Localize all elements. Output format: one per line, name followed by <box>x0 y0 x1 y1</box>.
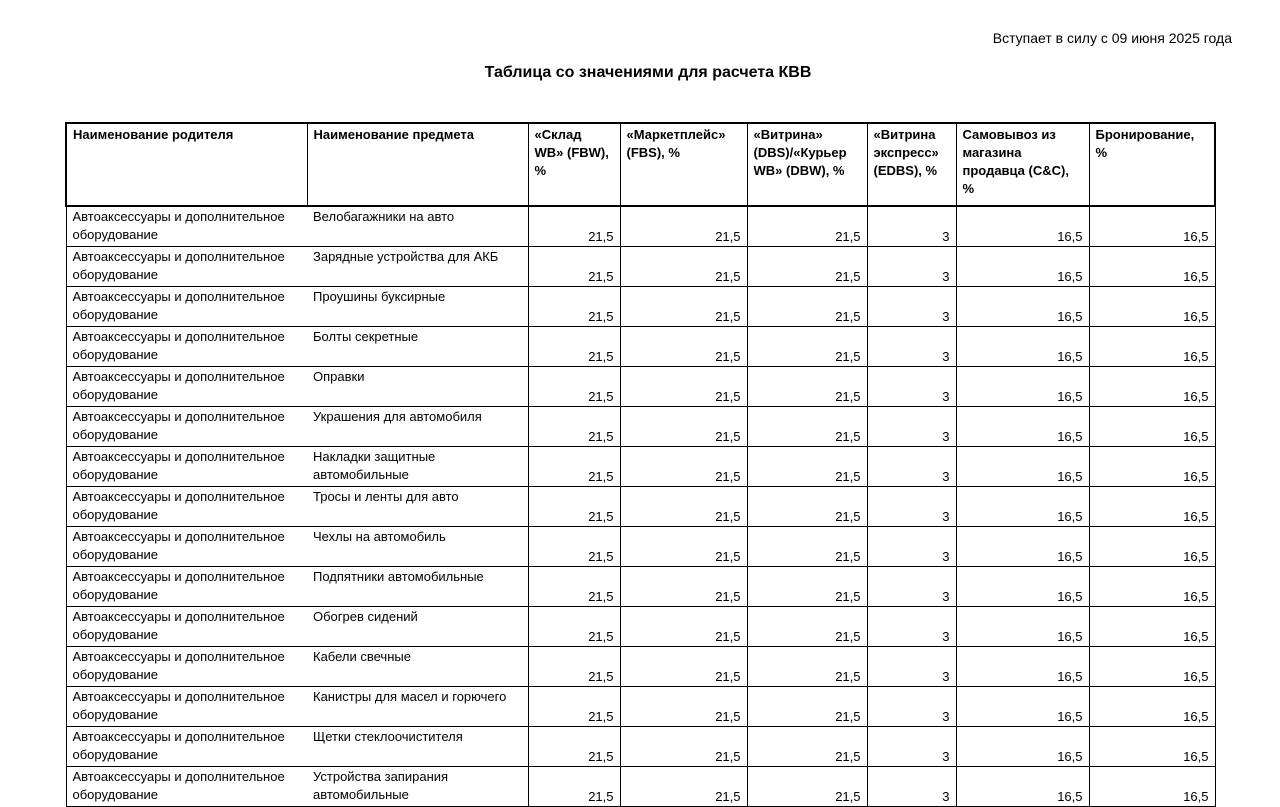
cc-cell: 16,5 <box>956 487 1089 527</box>
fbs-cell: 21,5 <box>620 487 747 527</box>
dbs-cell: 21,5 <box>747 487 867 527</box>
fbs-cell: 21,5 <box>620 727 747 767</box>
column-header-dbs: «Витрина» (DBS)/«Курьер WB» (DBW), % <box>747 123 867 206</box>
table-row <box>66 567 1215 607</box>
parent-cell: Автоаксессуары и дополнительное оборудование <box>66 487 307 527</box>
fbw-cell: 21,5 <box>528 327 620 367</box>
table-body <box>66 206 1215 807</box>
column-header-booking: Бронирование, % <box>1089 123 1215 206</box>
edbs-cell: 3 <box>867 767 956 807</box>
item-cell: Тросы и ленты для авто <box>307 487 528 527</box>
fbw-cell: 21,5 <box>528 367 620 407</box>
item-cell: Болты секретные <box>307 327 528 367</box>
cc-cell: 16,5 <box>956 407 1089 447</box>
table-row <box>66 647 1215 687</box>
dbs-cell: 21,5 <box>747 327 867 367</box>
parent-cell: Автоаксессуары и дополнительное оборудование <box>66 727 307 767</box>
parent-cell: Автоаксессуары и дополнительное оборудование <box>66 327 307 367</box>
fbw-cell: 21,5 <box>528 647 620 687</box>
table-row <box>66 767 1215 807</box>
dbs-cell: 21,5 <box>747 727 867 767</box>
fbs-cell: 21,5 <box>620 687 747 727</box>
fbs-cell: 21,5 <box>620 767 747 807</box>
table-row <box>66 487 1215 527</box>
item-cell: Оправки <box>307 367 528 407</box>
cc-cell: 16,5 <box>956 367 1089 407</box>
table-row <box>66 247 1215 287</box>
edbs-cell: 3 <box>867 687 956 727</box>
edbs-cell: 3 <box>867 247 956 287</box>
cc-cell: 16,5 <box>956 567 1089 607</box>
parent-cell: Автоаксессуары и дополнительное оборудование <box>66 287 307 327</box>
parent-cell: Автоаксессуары и дополнительное оборудование <box>66 567 307 607</box>
booking-cell: 16,5 <box>1089 607 1215 647</box>
parent-cell: Автоаксессуары и дополнительное оборудование <box>66 647 307 687</box>
item-cell: Проушины буксирные <box>307 287 528 327</box>
dbs-cell: 21,5 <box>747 527 867 567</box>
fbs-cell: 21,5 <box>620 527 747 567</box>
table-row <box>66 727 1215 767</box>
fbw-cell: 21,5 <box>528 206 620 247</box>
item-cell: Подпятники автомобильные <box>307 567 528 607</box>
edbs-cell: 3 <box>867 607 956 647</box>
item-cell: Щетки стеклоочистителя <box>307 727 528 767</box>
item-cell: Кабели свечные <box>307 647 528 687</box>
booking-cell: 16,5 <box>1089 567 1215 607</box>
edbs-cell: 3 <box>867 367 956 407</box>
fbw-cell: 21,5 <box>528 287 620 327</box>
fbw-cell: 21,5 <box>528 727 620 767</box>
edbs-cell: 3 <box>867 527 956 567</box>
table-header-row <box>66 123 1215 206</box>
item-cell: Накладки защитные автомобильные <box>307 447 528 487</box>
cc-cell: 16,5 <box>956 767 1089 807</box>
edbs-cell: 3 <box>867 407 956 447</box>
parent-cell: Автоаксессуары и дополнительное оборудование <box>66 206 307 247</box>
fbs-cell: 21,5 <box>620 607 747 647</box>
column-header-item: Наименование предмета <box>307 123 528 206</box>
fbw-cell: 21,5 <box>528 447 620 487</box>
booking-cell: 16,5 <box>1089 727 1215 767</box>
booking-cell: 16,5 <box>1089 447 1215 487</box>
column-header-edbs: «Витрина экспресс» (EDBS), % <box>867 123 956 206</box>
parent-cell: Автоаксессуары и дополнительное оборудование <box>66 527 307 567</box>
page-title: Таблица со значениями для расчета КВВ <box>484 64 812 81</box>
parent-cell: Автоаксессуары и дополнительное оборудование <box>66 687 307 727</box>
fbw-cell: 21,5 <box>528 567 620 607</box>
table-row <box>66 527 1215 567</box>
edbs-cell: 3 <box>867 206 956 247</box>
booking-cell: 16,5 <box>1089 647 1215 687</box>
item-cell: Украшения для автомобиля <box>307 407 528 447</box>
table-row <box>66 607 1215 647</box>
dbs-cell: 21,5 <box>747 647 867 687</box>
dbs-cell: 21,5 <box>747 567 867 607</box>
dbs-cell: 21,5 <box>747 367 867 407</box>
cc-cell: 16,5 <box>956 687 1089 727</box>
booking-cell: 16,5 <box>1089 527 1215 567</box>
item-cell: Велобагажники на авто <box>307 206 528 247</box>
fbs-cell: 21,5 <box>620 647 747 687</box>
parent-cell: Автоаксессуары и дополнительное оборудование <box>66 447 307 487</box>
fbw-cell: 21,5 <box>528 247 620 287</box>
fbs-cell: 21,5 <box>620 206 747 247</box>
edbs-cell: 3 <box>867 567 956 607</box>
cc-cell: 16,5 <box>956 647 1089 687</box>
fbw-cell: 21,5 <box>528 767 620 807</box>
edbs-cell: 3 <box>867 727 956 767</box>
booking-cell: 16,5 <box>1089 767 1215 807</box>
booking-cell: 16,5 <box>1089 327 1215 367</box>
parent-cell: Автоаксессуары и дополнительное оборудование <box>66 367 307 407</box>
dbs-cell: 21,5 <box>747 287 867 327</box>
dbs-cell: 21,5 <box>747 447 867 487</box>
booking-cell: 16,5 <box>1089 687 1215 727</box>
edbs-cell: 3 <box>867 487 956 527</box>
fbw-cell: 21,5 <box>528 687 620 727</box>
commission-table <box>65 122 1216 807</box>
fbs-cell: 21,5 <box>620 287 747 327</box>
fbs-cell: 21,5 <box>620 447 747 487</box>
dbs-cell: 21,5 <box>747 687 867 727</box>
column-header-fbw: «Склад WB» (FBW), % <box>528 123 620 206</box>
fbw-cell: 21,5 <box>528 487 620 527</box>
cc-cell: 16,5 <box>956 527 1089 567</box>
booking-cell: 16,5 <box>1089 367 1215 407</box>
fbs-cell: 21,5 <box>620 407 747 447</box>
item-cell: Обогрев сидений <box>307 607 528 647</box>
parent-cell: Автоаксессуары и дополнительное оборудование <box>66 407 307 447</box>
cc-cell: 16,5 <box>956 287 1089 327</box>
table-row <box>66 327 1215 367</box>
table-row <box>66 206 1215 247</box>
fbs-cell: 21,5 <box>620 247 747 287</box>
edbs-cell: 3 <box>867 327 956 367</box>
booking-cell: 16,5 <box>1089 407 1215 447</box>
fbw-cell: 21,5 <box>528 407 620 447</box>
booking-cell: 16,5 <box>1089 206 1215 247</box>
dbs-cell: 21,5 <box>747 206 867 247</box>
column-header-parent: Наименование родителя <box>66 123 307 206</box>
edbs-cell: 3 <box>867 447 956 487</box>
cc-cell: 16,5 <box>956 447 1089 487</box>
cc-cell: 16,5 <box>956 727 1089 767</box>
booking-cell: 16,5 <box>1089 247 1215 287</box>
cc-cell: 16,5 <box>956 327 1089 367</box>
table-row <box>66 367 1215 407</box>
item-cell: Зарядные устройства для АКБ <box>307 247 528 287</box>
fbs-cell: 21,5 <box>620 367 747 407</box>
parent-cell: Автоаксессуары и дополнительное оборудование <box>66 607 307 647</box>
table-row <box>66 407 1215 447</box>
booking-cell: 16,5 <box>1089 287 1215 327</box>
item-cell: Канистры для масел и горючего <box>307 687 528 727</box>
cc-cell: 16,5 <box>956 206 1089 247</box>
fbs-cell: 21,5 <box>620 327 747 367</box>
table-row <box>66 287 1215 327</box>
item-cell: Устройства запирания автомобильные <box>307 767 528 807</box>
table-row <box>66 687 1215 727</box>
fbw-cell: 21,5 <box>528 607 620 647</box>
parent-cell: Автоаксессуары и дополнительное оборудование <box>66 247 307 287</box>
fbw-cell: 21,5 <box>528 527 620 567</box>
cc-cell: 16,5 <box>956 607 1089 647</box>
column-header-cc: Самовывоз из магазина продавца (C&C), % <box>956 123 1089 206</box>
dbs-cell: 21,5 <box>747 407 867 447</box>
dbs-cell: 21,5 <box>747 767 867 807</box>
item-cell: Чехлы на автомобиль <box>307 527 528 567</box>
fbs-cell: 21,5 <box>620 567 747 607</box>
dbs-cell: 21,5 <box>747 247 867 287</box>
edbs-cell: 3 <box>867 287 956 327</box>
edbs-cell: 3 <box>867 647 956 687</box>
dbs-cell: 21,5 <box>747 607 867 647</box>
cc-cell: 16,5 <box>956 247 1089 287</box>
table-row <box>66 447 1215 487</box>
effective-date: Вступает в силу с 09 июня 2025 года <box>992 30 1232 46</box>
parent-cell: Автоаксессуары и дополнительное оборудование <box>66 767 307 807</box>
booking-cell: 16,5 <box>1089 487 1215 527</box>
column-header-fbs: «Маркетплейс» (FBS), % <box>620 123 747 206</box>
